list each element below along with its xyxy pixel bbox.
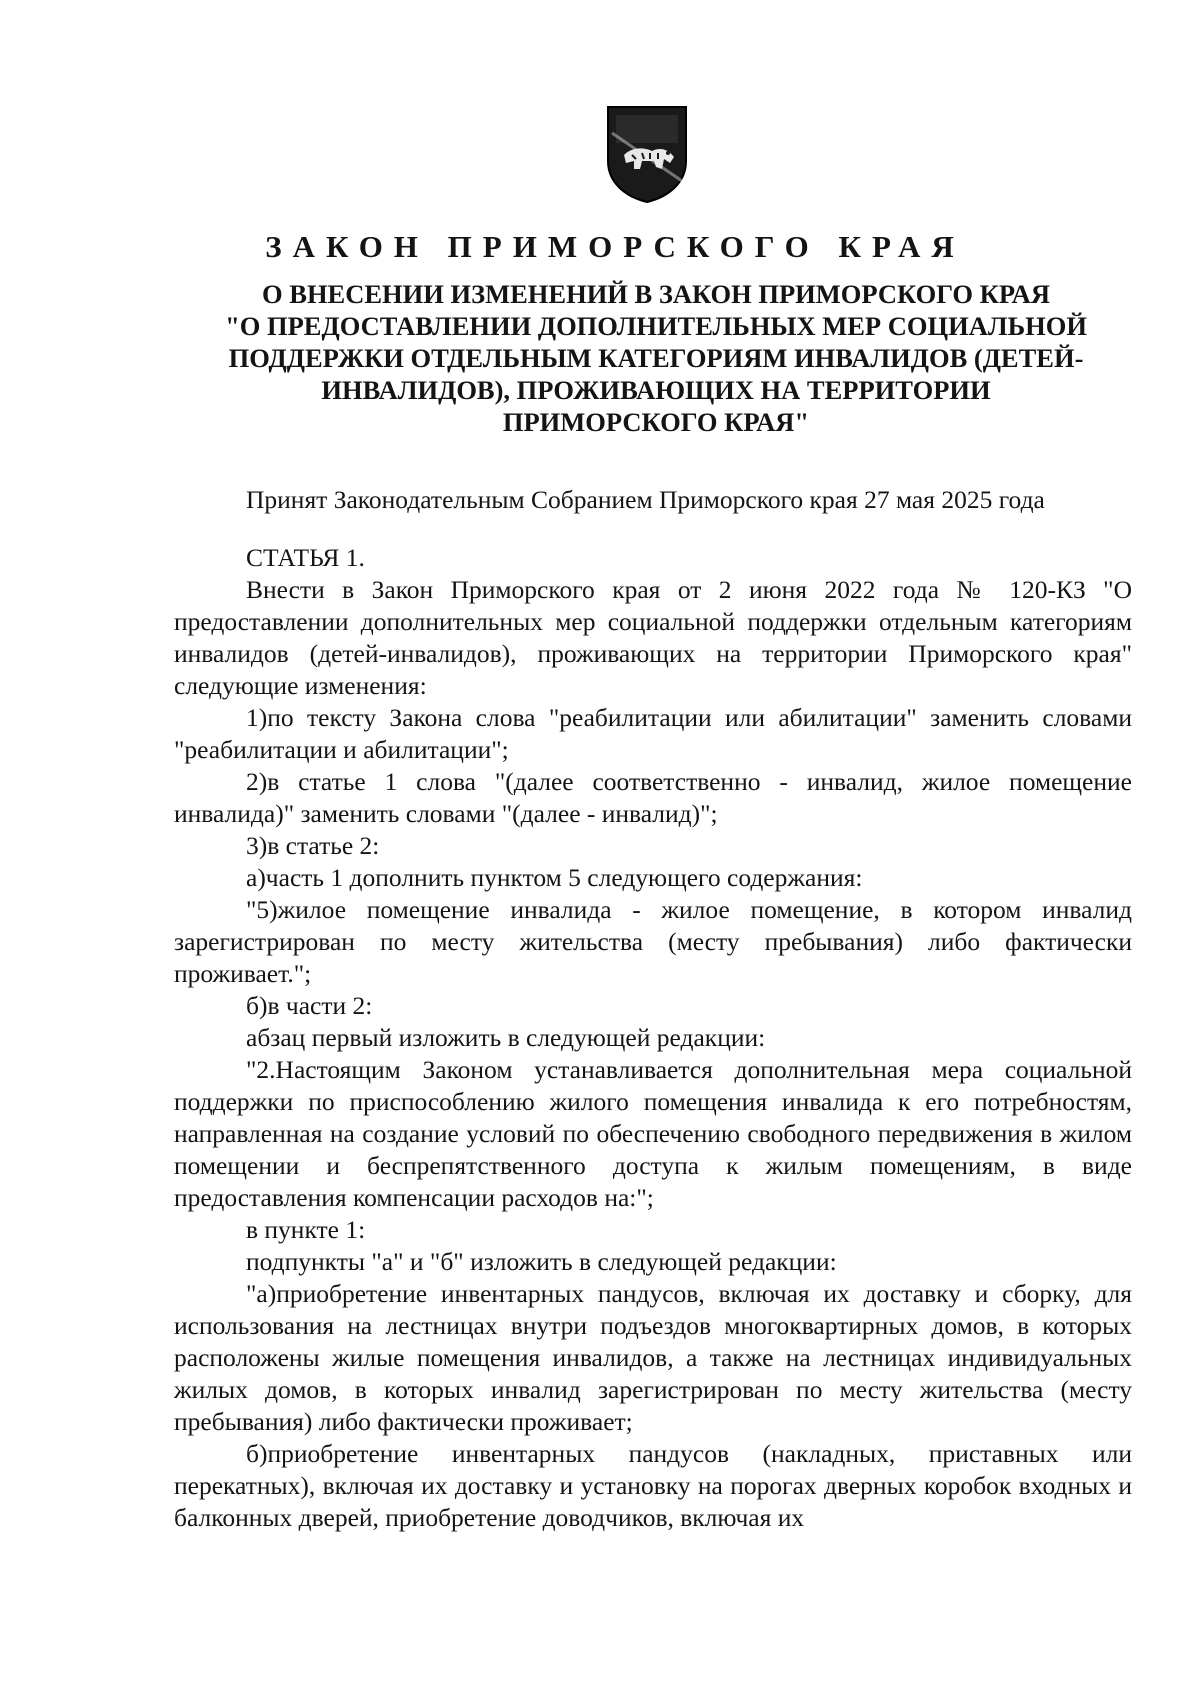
coat-of-arms-icon [604,103,690,205]
subtitle-line: ПРИМОРСКОГО КРАЯ" [502,407,810,437]
paragraph: абзац первый изложить в следующей редакции: [246,1023,766,1052]
paragraph: подпункты "а" и "б" изложить в следующей редакции: [246,1247,837,1276]
subtitle-line: "О ПРЕДОСТАВЛЕНИИ ДОПОЛНИТЕЛЬНЫХ МЕР СОЦИАЛЬНОЙ [225,311,1087,341]
paragraph: 1)по тексту Закона слова "реабилитации или абилитации" заменить словами "реабилитации и абилитации"; [174,703,1132,764]
subtitle-line: О ВНЕСЕНИИ ИЗМЕНЕНИЙ В ЗАКОН ПРИМОРСКОГО КРАЯ [262,279,1050,309]
subtitle-line: ИНВАЛИДОВ), ПРОЖИВАЮЩИХ НА ТЕРРИТОРИИ [321,375,991,405]
paragraph: б)приобретение инвентарных пандусов (накладных, приставных или перекатных), включая их доставку и установку на порогах дверных коробок входных и балконных дверей, приобретение доводчиков, включая их [174,1439,1132,1532]
paragraph: "а)приобретение инвентарных пандусов, включая их доставку и сборку, для использования на лестницах внутри подъездов многоквартирных домов, в которых расположены жилые помещения инвалидов, а также на лестницах индивидуальных жилых домов, в которых инвалид зарегистрирован по месту жительства (месту пребывания) либо фактически проживает; [174,1279,1132,1436]
subtitle-line: ПОДДЕРЖКИ ОТДЕЛЬНЫМ КАТЕГОРИЯМ ИНВАЛИДОВ (ДЕТЕЙ- [228,343,1084,373]
paragraph: в пункте 1: [246,1215,366,1244]
law-subtitle [180,278,1132,438]
paragraph: а)часть 1 дополнить пунктом 5 следующего содержания: [246,863,863,892]
paragraph: "2.Настоящим Законом устанавливается дополнительная мера социальной поддержки по приспособлению жилого помещения инвалида к его потребностям, направленная на создание условий по обеспечению свободного передвижения в жилом помещении и беспрепятственного доступа к жилым помещениям, в виде предоставления компенсации расходов на:"; [174,1055,1132,1212]
paragraph: 3)в статье 2: [246,831,380,860]
paragraph: Внести в Закон Приморского края от 2 июня 2022 года № 120-КЗ "О предоставлении дополнительных мер социальной поддержки отдельным категориям инвалидов (детей-инвалидов), проживающих на территории Приморского края" следующие изменения: [174,575,1132,700]
paragraph: 2)в статье 1 слова "(далее соответственно - инвалид, жилое помещение инвалида)" заменить словами "(далее - инвалид)"; [174,767,1132,828]
paragraph: б)в части 2: [246,991,373,1020]
law-title: ЗАКОН ПРИМОРСКОГО КРАЯ [265,229,965,264]
document-body [174,484,1132,1534]
paragraph: "5)жилое помещение инвалида - жилое помещение, в котором инвалид зарегистрирован по месту жительства (месту пребывания) либо фактически проживает."; [174,895,1132,988]
article-heading: СТАТЬЯ 1. [246,543,365,572]
adoption-note: Принят Законодательным Собранием Приморского края 27 мая 2025 года [246,485,1045,514]
